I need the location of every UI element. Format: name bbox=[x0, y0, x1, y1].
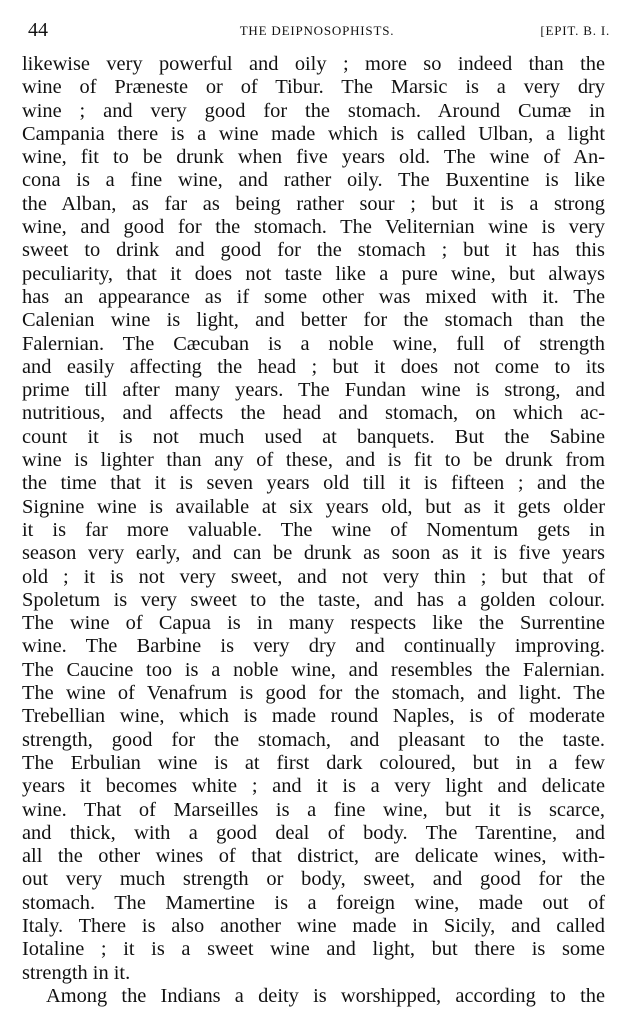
text-line: strength, good for the stomach, and pleasant to the taste. bbox=[22, 728, 605, 751]
text-line: years it becomes white ; and it is a very light and delicate bbox=[22, 775, 605, 798]
text-line: wine. The Barbine is very dry and continually improving. bbox=[22, 635, 605, 658]
text-line: The wine of Venafrum is good for the stomach, and light. The bbox=[22, 682, 605, 705]
text-line: out very much strength or body, sweet, and good for the bbox=[22, 868, 605, 891]
text-line: count it is not much used at banquets. But the Sabine bbox=[22, 425, 605, 448]
text-line: has an appearance as if some other was mixed with it. The bbox=[22, 285, 605, 308]
running-head bbox=[24, 18, 610, 42]
text-line: The Erbulian wine is at first dark coloured, but in a few bbox=[22, 751, 605, 774]
text-line: wine, and good for the stomach. The Veliternian wine is very bbox=[22, 216, 605, 239]
text-line: wine. That of Marseilles is a fine wine, but it is scarce, bbox=[22, 798, 605, 821]
text-line: Among the Indians a deity is worshipped, according to the bbox=[46, 984, 605, 1007]
text-line: wine, fit to be drunk when five years old. The wine of An- bbox=[22, 146, 605, 169]
text-line: Italy. There is also another wine made in Sicily, and called bbox=[22, 914, 605, 937]
text-line: old ; it is not very sweet, and not very thin ; but that of bbox=[22, 565, 605, 588]
text-line: likewise very powerful and oily ; more so indeed than the bbox=[22, 53, 605, 75]
section-reference: [EPIT. B. I. bbox=[540, 23, 610, 38]
text-line: all the other wines of that district, are delicate wines, with- bbox=[22, 845, 605, 868]
text-line: nutritious, and affects the head and stomach, on which ac- bbox=[22, 402, 605, 425]
text-line: prime till after many years. The Fundan wine is strong, and bbox=[22, 379, 605, 402]
text-line: The Caucine too is a noble wine, and resembles the Falernian. bbox=[22, 658, 605, 681]
text-line: and easily affecting the head ; but it does not come to its bbox=[22, 355, 605, 378]
running-title: THE DEIPNOSOPHISTS. bbox=[239, 23, 395, 38]
text-line: peculiarity, that it does not taste like a pure wine, but always bbox=[22, 262, 605, 285]
text-line: sweet to drink and good for the stomach ; but it has this bbox=[22, 239, 605, 262]
text-line: Spoletum is very sweet to the taste, and has a golden colour. bbox=[22, 588, 605, 611]
page-number: 44 bbox=[28, 19, 48, 41]
text-line: The wine of Capua is in many respects like the Surrentine bbox=[22, 612, 605, 635]
text-line: Falernian. The Cæcuban is a noble wine, full of strength bbox=[22, 332, 605, 355]
text-line: Iotaline ; it is a sweet wine and light, but there is some bbox=[22, 938, 605, 961]
body-text bbox=[22, 53, 605, 1008]
text-line: wine of Præneste or of Tibur. The Marsic is a very dry bbox=[22, 76, 605, 99]
text-line: Calenian wine is light, and better for the stomach than the bbox=[22, 309, 605, 332]
text-line: wine is lighter than any of these, and is fit to be drunk from bbox=[22, 449, 605, 472]
text-line: cona is a fine wine, and rather oily. The Buxentine is like bbox=[22, 169, 605, 192]
text-line: Signine wine is available at six years old, but as it gets older bbox=[22, 495, 605, 518]
text-line: it is far more valuable. The wine of Nomentum gets in bbox=[22, 518, 605, 541]
text-line: wine ; and very good for the stomach. Around Cumæ in bbox=[22, 99, 605, 122]
text-line: the Alban, as far as being rather sour ; but it is a strong bbox=[22, 192, 605, 215]
text-line: stomach. The Mamertine is a foreign wine, made out of bbox=[22, 891, 605, 914]
text-line: Campania there is a wine made which is called Ulban, a light bbox=[22, 122, 605, 145]
text-line: and thick, with a good deal of body. The Tarentine, and bbox=[22, 821, 605, 844]
text-line: strength in it. bbox=[22, 961, 131, 984]
paragraph-wines bbox=[22, 53, 605, 985]
text-line: Trebellian wine, which is made round Naples, is of moderate bbox=[22, 705, 605, 728]
text-line: season very early, and can be drunk as soon as it is five years bbox=[22, 542, 605, 565]
paragraph-indian-deity bbox=[22, 985, 605, 1008]
text-line: the time that it is seven years old till it is fifteen ; and the bbox=[22, 472, 605, 495]
